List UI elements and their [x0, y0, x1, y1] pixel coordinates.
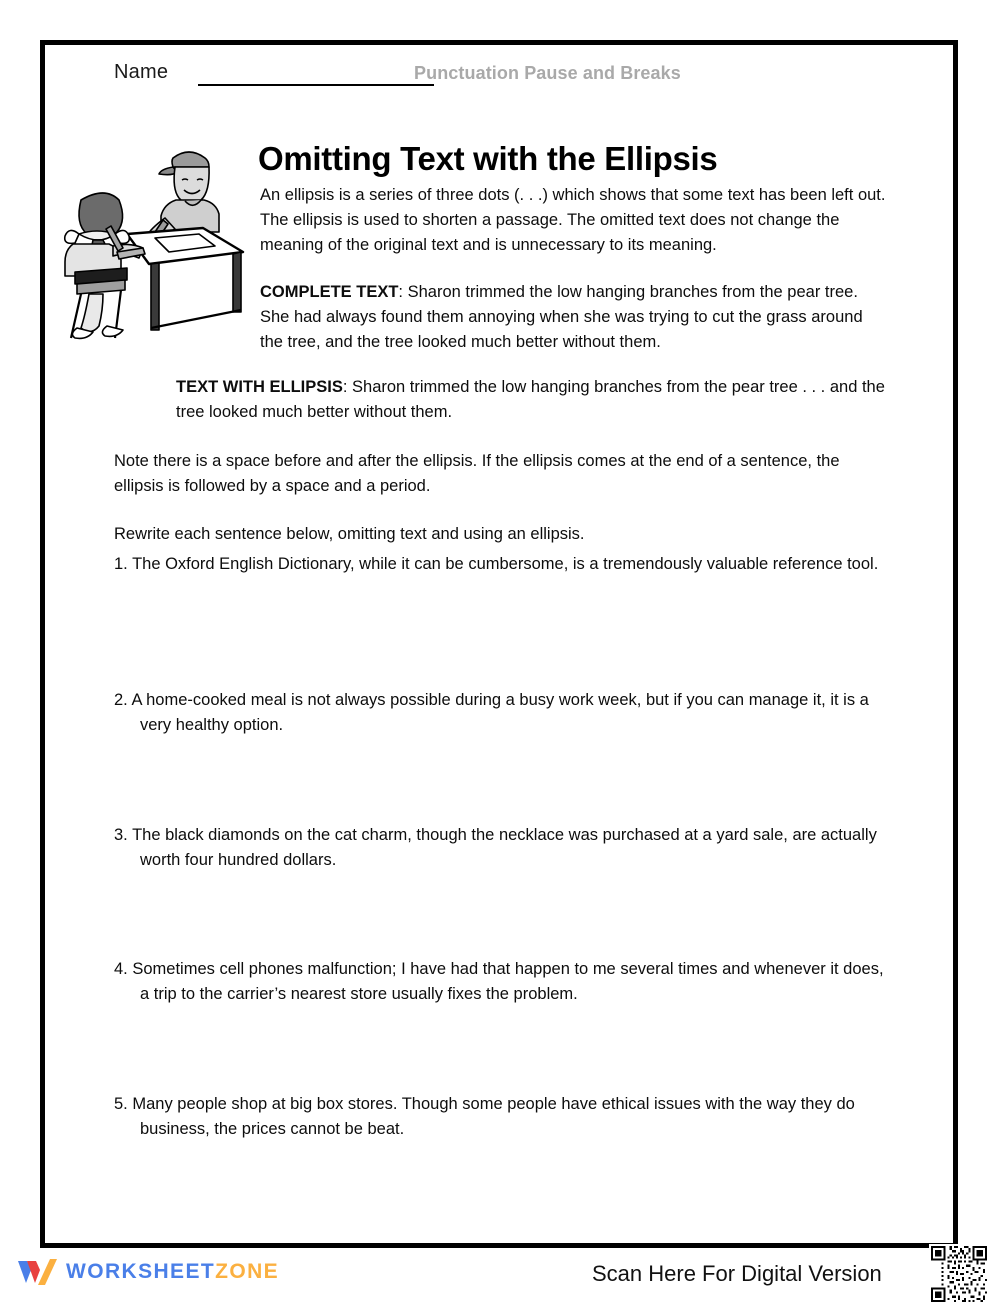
question-item: [114, 957, 888, 1007]
question-text: Many people shop at big box stores. Though some people have ethical issues with the way they do business, the prices cannot be beat.: [132, 1095, 855, 1138]
question-text: The Oxford English Dictionary, while it can be cumbersome, is a tremendously valuable reference tool.: [132, 555, 879, 573]
question-item: [114, 688, 888, 738]
worksheet-zone-logo[interactable]: [16, 1256, 279, 1288]
ellipsis-text-body: : Sharon trimmed the low hanging branches from the pear tree . . . and the tree looked much better without them.: [176, 377, 885, 421]
worksheet-header: [114, 59, 904, 89]
complete-text-body: : Sharon trimmed the low hanging branches from the pear tree. She had always found them annoying when she was trying to cut the grass around the tree, and the tree looked much better without them.: [260, 282, 863, 351]
worksheet-zone-logo-icon: [16, 1257, 60, 1287]
note-paragraph: Note there is a space before and after the ellipsis. If the ellipsis comes at the end of a sentence, the ellipsis is followed by a space and a period.: [114, 451, 840, 495]
name-label: Name: [114, 61, 169, 83]
question-text: The black diamonds on the cat charm, though the necklace was purchased at a yard sale, are actually worth four hundred dollars.: [132, 826, 877, 869]
intro-paragraph: An ellipsis is a series of three dots (. . .) which shows that some text has been left out. The ellipsis is used to shorten a passage. The omitted text does not change the meaning of the original text and is unnecessary to its meaning.: [260, 185, 886, 254]
logo-word-zone: ZONE: [215, 1260, 280, 1283]
question-item: [114, 552, 888, 577]
question-number: 2.: [114, 691, 128, 709]
question-item: [114, 823, 888, 873]
logo-word-worksheet: WORKSHEET: [66, 1260, 216, 1283]
name-write-in-line[interactable]: [198, 84, 434, 86]
ellipsis-text-example: [176, 375, 888, 425]
ellipsis-text-label: TEXT WITH ELLIPSIS: [176, 377, 343, 396]
worksheet-zone-logo-text: [66, 1260, 279, 1284]
question-number: 1.: [114, 555, 128, 573]
instructions-paragraph: Rewrite each sentence below, omitting text and using an ellipsis.: [114, 524, 585, 543]
students-at-desk-illustration: [55, 142, 251, 347]
page-title: Omitting Text with the Ellipsis: [258, 140, 718, 178]
page-footer: [0, 1250, 1000, 1294]
question-number: 4.: [114, 960, 128, 978]
question-number: 3.: [114, 826, 128, 844]
question-item: [114, 1092, 888, 1142]
worksheet-category-subtitle: Punctuation Pause and Breaks: [414, 63, 681, 83]
complete-text-label: COMPLETE TEXT: [260, 282, 399, 301]
question-number: 5.: [114, 1095, 128, 1113]
qr-code-image: [929, 1244, 989, 1304]
scan-here-text: Scan Here For Digital Version: [592, 1261, 882, 1286]
qr-code[interactable]: [929, 1244, 989, 1304]
question-text: Sometimes cell phones malfunction; I have had that happen to me several times and whenever it does, a trip to the carrier’s nearest store usually fixes the problem.: [132, 960, 884, 1003]
complete-text-example: [260, 280, 888, 355]
question-text: A home-cooked meal is not always possible during a busy work week, but if you can manage it, it is a very healthy option.: [131, 691, 869, 734]
